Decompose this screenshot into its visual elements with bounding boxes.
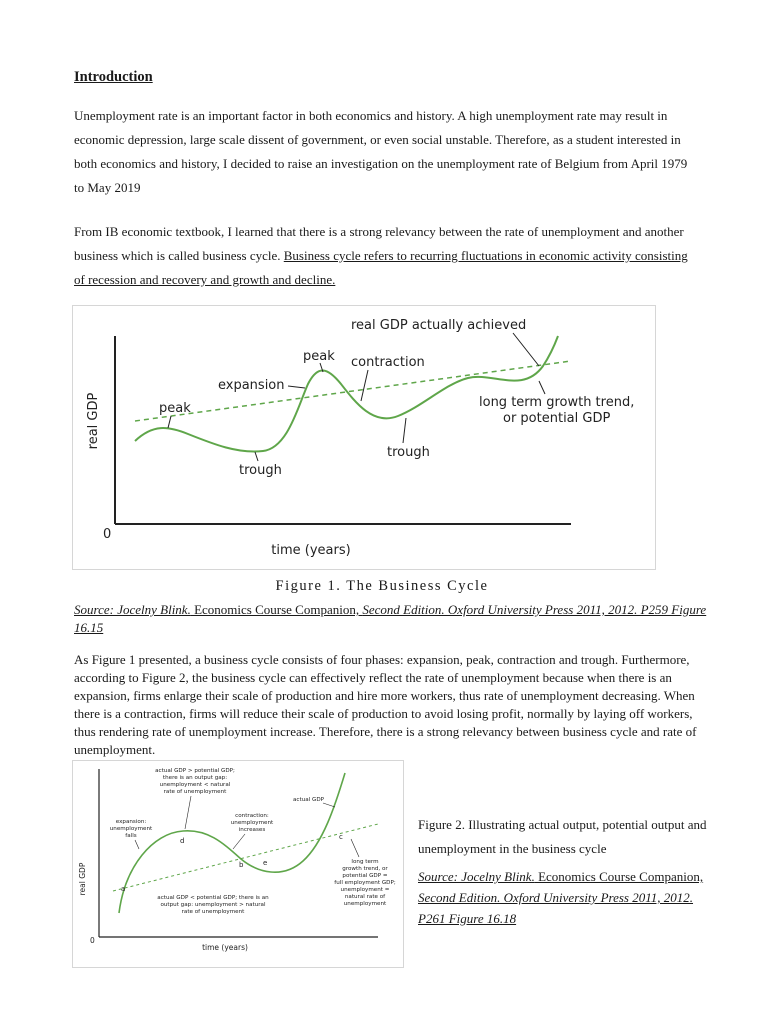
fig2-point-c: c: [339, 833, 343, 841]
fig2-bottom-note: [157, 895, 269, 915]
source-author: Source: Jocelny Blink.: [418, 869, 535, 884]
fig1-gdp-curve: [135, 336, 558, 452]
svg-text:there is an output gap:: there is an output gap:: [162, 775, 228, 781]
fig1-label-peak1: peak: [159, 401, 191, 416]
figure-2-svg: [73, 761, 403, 967]
fig2-expansion-note: [110, 819, 153, 839]
fig1-label-expansion: expansion: [218, 378, 285, 393]
svg-text:rate of unemployment: rate of unemployment: [181, 909, 245, 915]
svg-text:natural rate of: natural rate of: [344, 894, 386, 900]
figure-1-business-cycle-chart: [72, 305, 656, 570]
fig2-contraction-note: [231, 813, 274, 833]
fig1-y-label: real GDP: [86, 392, 101, 450]
fig2-point-e: e: [263, 859, 268, 867]
source-author: Source: Jocelny Blink.: [74, 602, 191, 617]
fig2-y-label: real GDP: [78, 862, 87, 896]
svg-text:unemployment: unemployment: [343, 901, 387, 907]
svg-text:potential GDP =: potential GDP =: [342, 873, 388, 879]
fig2-top-note: [155, 768, 235, 795]
svg-text:full employment GDP;: full employment GDP;: [334, 880, 396, 886]
svg-text:unemployment =: unemployment =: [340, 887, 390, 893]
svg-text:contraction:: contraction:: [235, 813, 269, 819]
fig2-point-d: d: [180, 837, 185, 845]
svg-text:actual GDP < potential GDP; th: actual GDP < potential GDP; there is an: [157, 895, 269, 901]
figure-2-source: [418, 866, 718, 929]
svg-text:falls: falls: [125, 833, 137, 839]
fig2-point-a: a: [121, 885, 126, 893]
fig2-x-label: time (years): [202, 943, 248, 952]
fig2-origin: 0: [90, 936, 95, 945]
figure-2-caption: Figure 2. Illustrating actual output, potential output and unemployment in the business cycle: [418, 817, 707, 856]
svg-text:unemployment: unemployment: [109, 826, 153, 832]
phases-paragraph: As Figure 1 presented, a business cycle consists of four phases: expansion, peak, contraction and trough. Furthermore, according to Figure 2, the business cycle can effectively reflect the rate of unemployment because when there is an expansion, firms enlarge their scale of production and hire more workers, thus rate of unemployment decreasing. When there is a contraction, firms will reduce their scale of production to avoid losing profit, normally by laying off workers, thus rendering rate of unemployment increase. Therefore, there is a strong relevancy between business cycle and rate of unemployment.: [74, 652, 697, 757]
fig1-label-trough2: trough: [387, 445, 430, 460]
fig1-label-contraction: contraction: [351, 355, 425, 370]
section-heading: Introduction: [74, 69, 153, 85]
svg-text:long term: long term: [351, 859, 379, 865]
source-edition: Second Edition. Oxford University Press 2011, 2012. P259 Figure 16.15: [74, 602, 707, 635]
paragraph-text: From IB economic textbook, I learned that there is a strong relevancy between the rate of unemployment and another business which is called business cycle.: [74, 224, 684, 263]
fig1-label-actual-gdp: real GDP actually achieved: [351, 318, 527, 333]
fig1-label-peak2: peak: [303, 349, 335, 364]
figure-2-output-unemployment-chart: [72, 760, 404, 968]
fig1-x-label: time (years): [271, 543, 351, 558]
svg-text:unemployment < natural: unemployment < natural: [159, 782, 231, 788]
fig1-label-trend-2: or potential GDP: [503, 411, 611, 426]
svg-text:expansion:: expansion:: [115, 819, 147, 825]
svg-text:unemployment: unemployment: [230, 820, 274, 826]
svg-text:rate of unemployment: rate of unemployment: [163, 789, 227, 795]
svg-text:increases: increases: [238, 827, 266, 833]
fig2-actual-gdp-label: actual GDP: [293, 797, 325, 803]
fig1-label-trough1: trough: [239, 463, 282, 478]
fig2-trend-note: [334, 859, 396, 907]
source-book: Economics Course Companion,: [190, 602, 363, 617]
svg-text:actual GDP > potential GDP;: actual GDP > potential GDP;: [155, 768, 235, 774]
figure-1-caption: Figure 1. The Business Cycle: [275, 578, 489, 594]
svg-text:output gap: unemployment > nat: output gap: unemployment > natural: [160, 902, 266, 908]
source-book: Economics Course Companion,: [534, 869, 704, 884]
business-cycle-paragraph: [74, 220, 696, 292]
fig2-actual-gdp-curve: [119, 773, 345, 913]
figure-1-svg: [73, 306, 655, 569]
source-edition: Second Edition. Oxford University Press 2011, 2012. P261 Figure 16.18: [418, 890, 694, 926]
intro-paragraph: Unemployment rate is an important factor in both economics and history. A high unemployment rate may result in economic depression, large scale dissent of government, or even social unstable. Therefore, as a student interested in both economics and history, I decided to raise an investigation on the unemployment rate of Belgium from April 1979 to May 2019: [74, 108, 688, 195]
figure-1-source: [74, 601, 714, 637]
fig2-point-b: b: [239, 861, 244, 869]
business-cycle-definition: Business cycle refers to recurring fluctuations in economic activity consisting of recession and recovery and growth and decline.: [74, 248, 688, 287]
fig1-label-trend-1: long term growth trend,: [479, 395, 635, 410]
svg-text:growth trend, or: growth trend, or: [342, 866, 388, 872]
fig1-origin: 0: [103, 527, 112, 542]
